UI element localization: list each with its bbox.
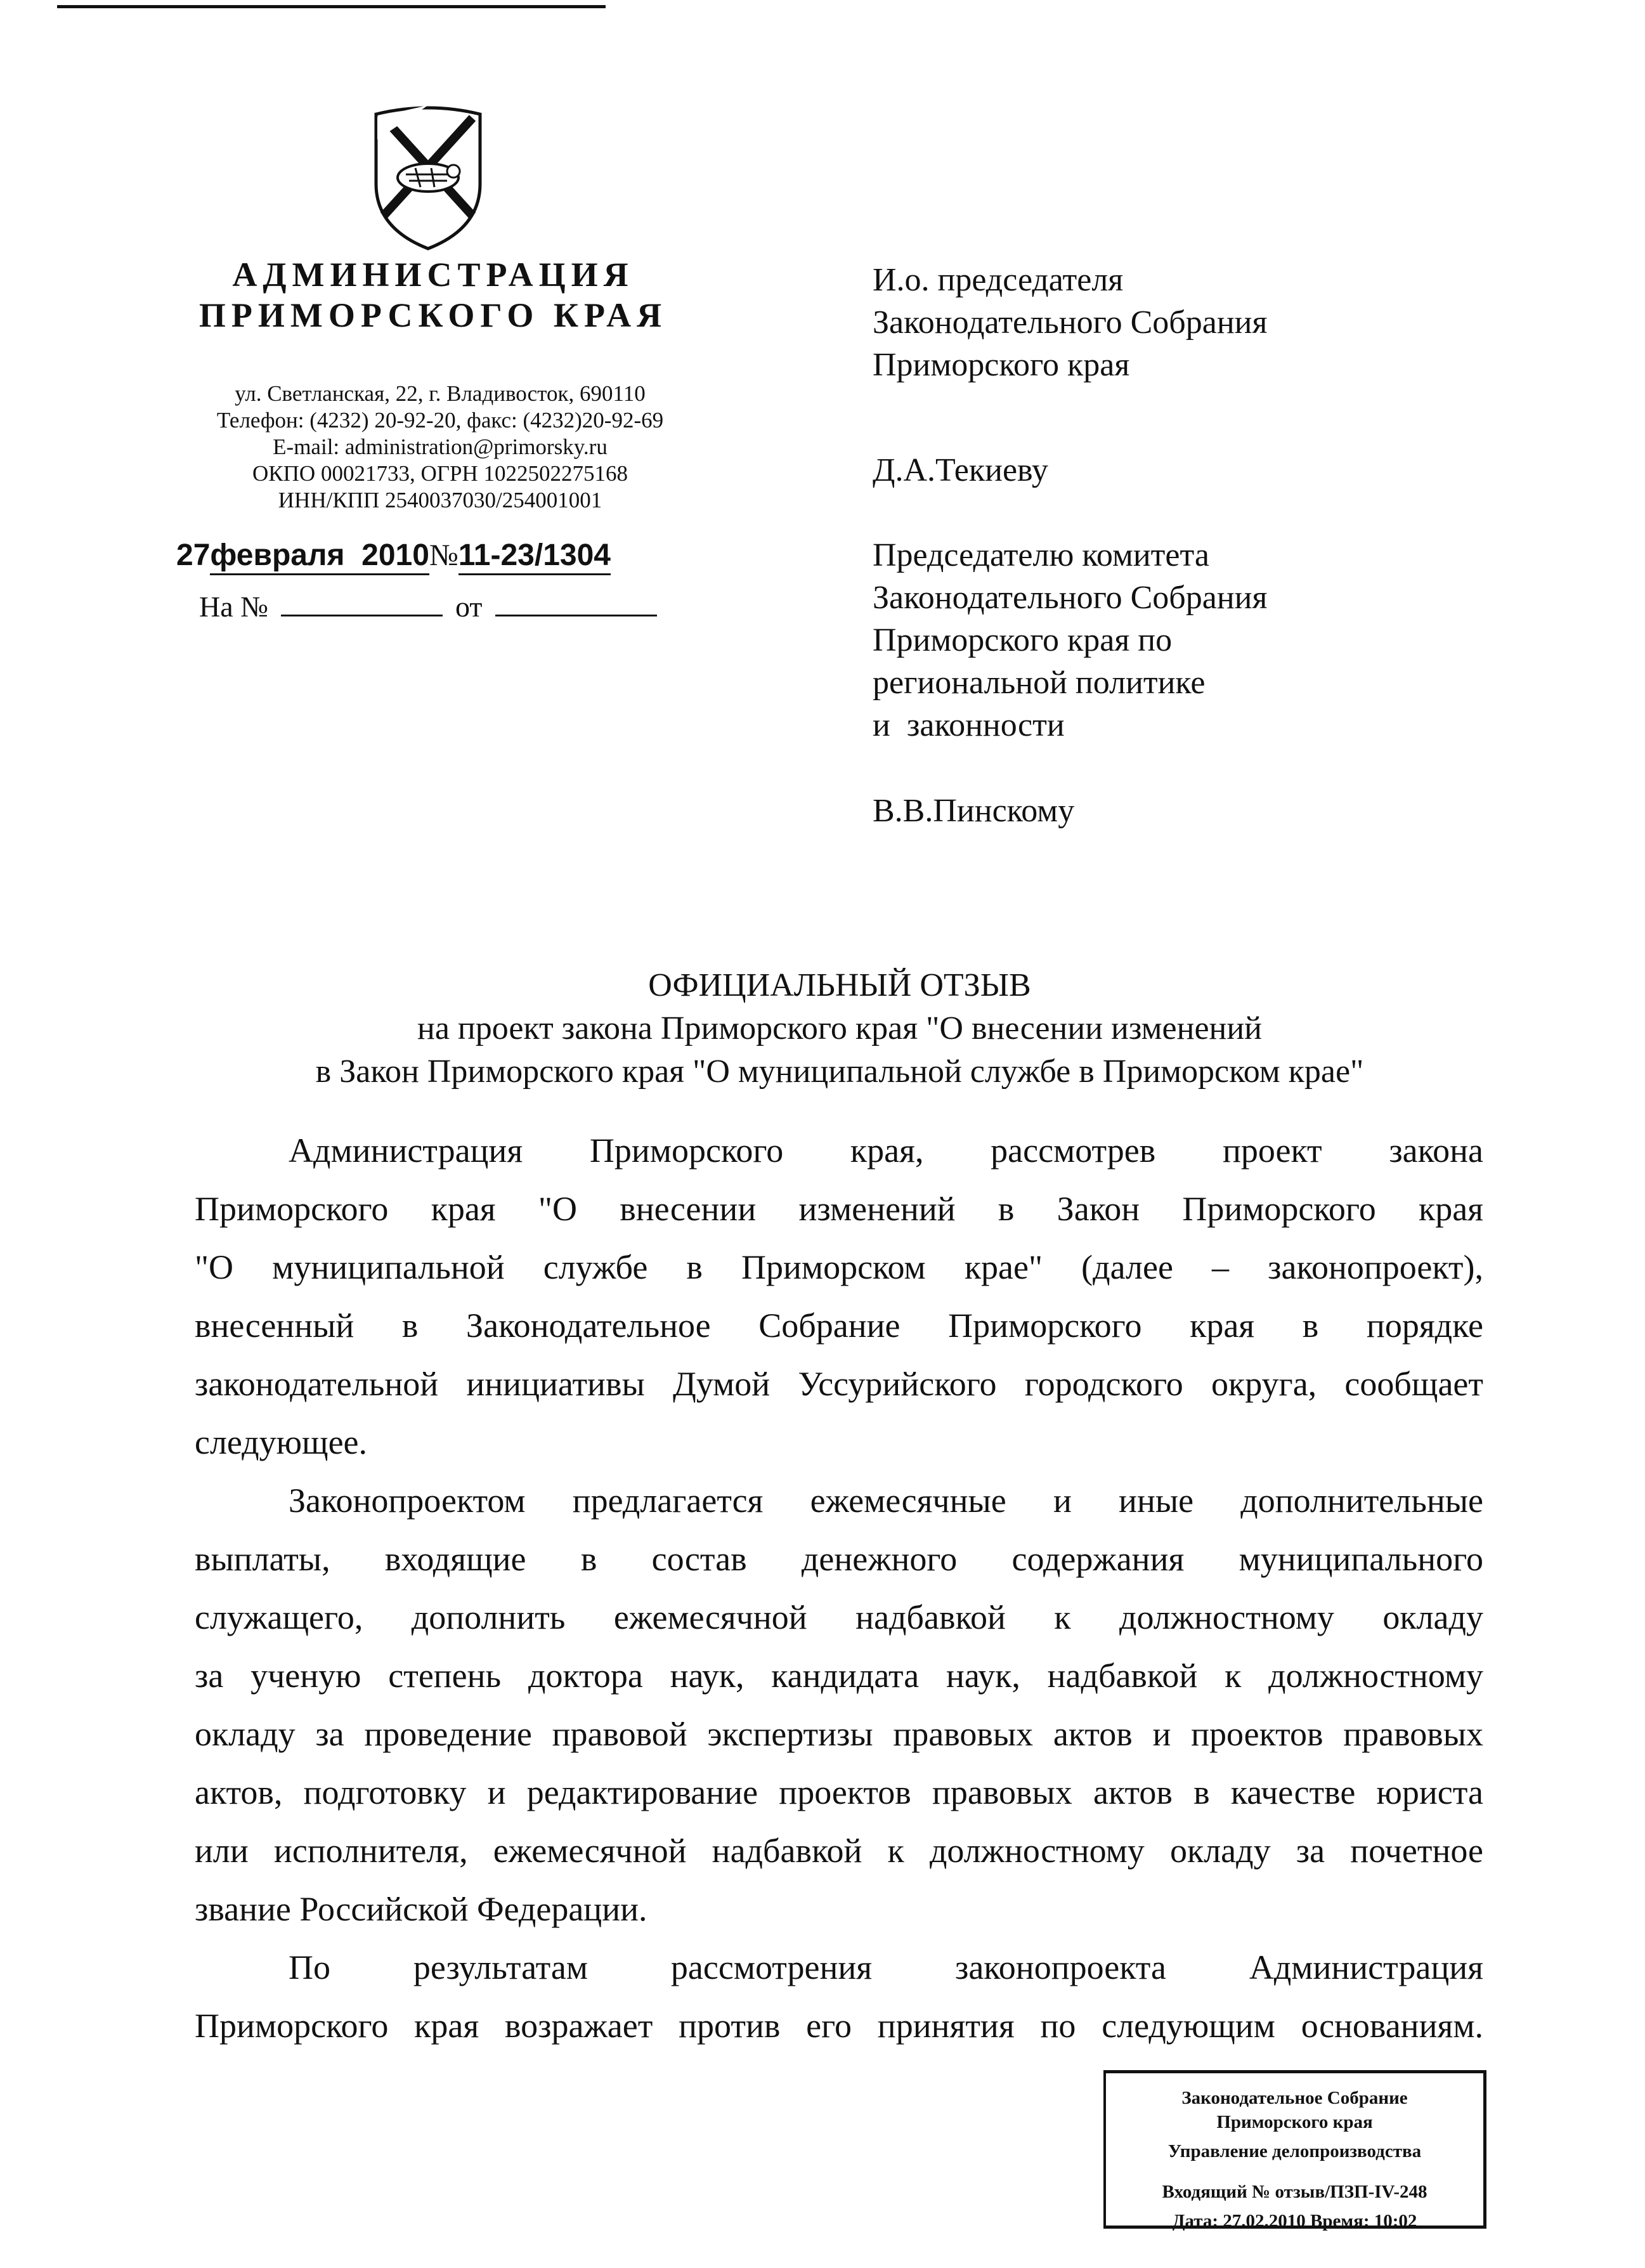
registration-stamp <box>1103 2070 1486 2229</box>
body-line: звание Российской Федерации. <box>195 1890 647 1928</box>
title-subject-line: на проект закона Приморского края "О внесении изменений <box>417 1010 1263 1046</box>
org-name-line1: АДМИНИСТРАЦИЯ <box>232 256 634 294</box>
recipient-line: И.о. председателя <box>873 262 1124 298</box>
recipient-line: Законодательного Собрания <box>873 580 1268 616</box>
org-contacts <box>186 381 694 514</box>
number-sign: № <box>429 538 458 572</box>
body-line: выплаты, входящие в состав денежного содержания муниципального <box>195 1540 1483 1578</box>
body-line: следующее. <box>195 1423 368 1461</box>
stamp-line: Управление делопроизводства <box>1167 2141 1422 2161</box>
recipient-1-title <box>873 259 1267 386</box>
body-line: Законопроектом предлагается ежемесячные и иные дополнительные <box>289 1482 1483 1520</box>
reply-date-blank <box>495 615 657 616</box>
document-date-number <box>176 538 611 573</box>
org-name-line2: ПРИМОРСКОГО КРАЯ <box>198 296 668 334</box>
date-month-year: февраля 2010 <box>210 538 429 575</box>
recipient-line: региональной политике <box>873 665 1206 701</box>
recipient-line: Приморского края по <box>873 622 1173 658</box>
stamp-line: Законодательное Собрание <box>1181 2088 1408 2108</box>
email-line: E-mail: administration@primorsky.ru <box>273 434 608 459</box>
body-line: законодательной инициативы Думой Уссурийского городского округа, сообщает <box>195 1365 1483 1403</box>
reply-label: На № <box>199 590 269 623</box>
recipient-line: Приморского края <box>873 347 1130 383</box>
stamp-line: Дата: 27.02.2010 Время: 10:02 <box>1172 2211 1417 2231</box>
reply-number-blank <box>281 615 443 616</box>
title-heading: ОФИЦИАЛЬНЫЙ ОТЗЫВ <box>648 967 1031 1003</box>
body-line: окладу за проведение правовой экспертизы правовых актов и проектов правовых <box>195 1715 1483 1753</box>
date-day: 27 <box>176 538 211 572</box>
address-line: ул. Светланская, 22, г. Владивосток, 690110 <box>235 381 646 406</box>
title-subject-line: в Закон Приморского края "О муниципальной службе в Приморском крае" <box>315 1053 1364 1090</box>
reply-reference <box>199 590 670 623</box>
body-line: или исполнителя, ежемесячной надбавкой к должностному окладу за почетное <box>195 1832 1483 1870</box>
recipient-line: Председателю комитета <box>873 537 1209 573</box>
body-line: актов, подготовку и редактирование проектов правовых актов в качестве юриста <box>195 1773 1483 1811</box>
document-title <box>190 964 1489 1093</box>
top-rule <box>57 5 606 8</box>
outgoing-number: 11-23/1304 <box>458 538 611 575</box>
body-line: "О муниципальной службе в Приморском крае" (далее – законопроект), <box>195 1248 1483 1286</box>
reply-from-label: от <box>455 590 483 623</box>
recipient-line: и законности <box>873 707 1065 743</box>
body-line: Администрация Приморского края, рассмотрев проект закона <box>289 1131 1483 1170</box>
recipient-line: Законодательного Собрания <box>873 304 1268 341</box>
paragraph-2 <box>195 1471 1483 1938</box>
stamp-line: Входящий № отзыв/ПЗП-IV-248 <box>1162 2182 1427 2202</box>
paragraph-1 <box>195 1121 1483 1471</box>
body-line: Приморского края возражает против его принятия по следующим основаниям. <box>195 2007 1483 2045</box>
stamp-line: Приморского края <box>1216 2112 1373 2132</box>
body-line: внесенный в Законодательное Собрание Приморского края в порядке <box>195 1307 1483 1345</box>
body-line: служащего, дополнить ежемесячной надбавкой к должностному окладу <box>195 1598 1483 1636</box>
body-line: По результатам рассмотрения законопроекта Администрация <box>289 1948 1483 1986</box>
phone-line: Телефон: (4232) 20-92-20, факс: (4232)20-92-69 <box>216 408 664 433</box>
okpo-line: ОКПО 00021733, ОГРН 1022502275168 <box>252 461 628 486</box>
coat-of-arms-icon <box>371 101 485 252</box>
paragraph-3 <box>195 1938 1483 2055</box>
recipient-1-name: Д.А.Текиеву <box>873 452 1048 488</box>
body-line: Приморского края "О внесении изменений в Закон Приморского края <box>195 1190 1483 1228</box>
document-body <box>195 1121 1483 2055</box>
recipient-2-name: В.В.Пинскому <box>873 793 1075 829</box>
inn-line: ИНН/КПП 2540037030/254001001 <box>278 488 602 512</box>
body-line: за ученую степень доктора наук, кандидата наук, надбавкой к должностному <box>195 1657 1483 1695</box>
recipient-2-title <box>873 534 1267 746</box>
